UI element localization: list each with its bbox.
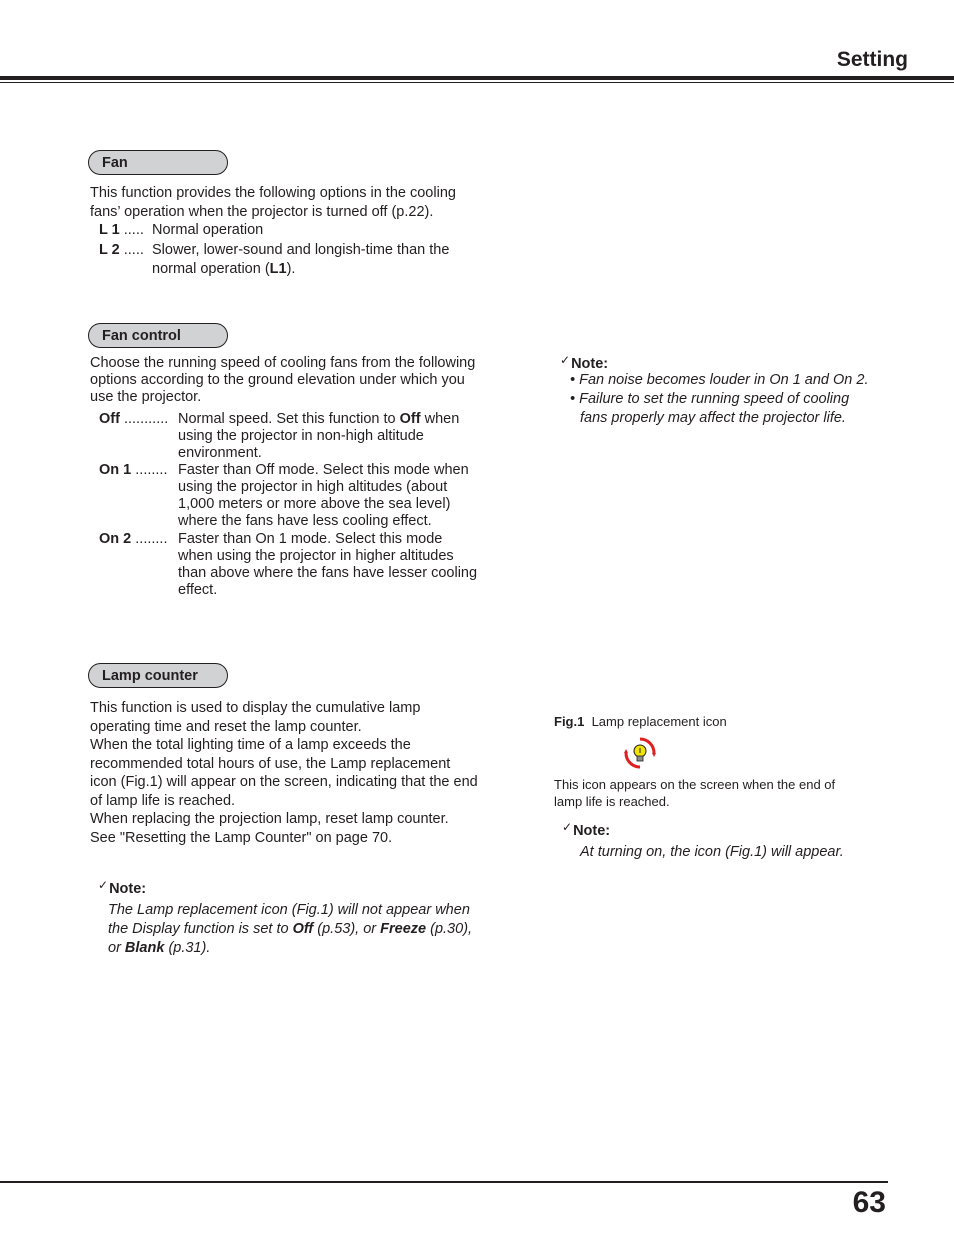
desc-line: using the projector in high altitudes (about <box>178 479 448 495</box>
figure-caption <box>554 713 727 730</box>
desc-line: Faster than Off mode. Select this mode when <box>178 462 469 478</box>
desc-text: Normal speed. Set this function to <box>178 411 400 427</box>
lamp-counter-section-label: Lamp counter <box>88 663 228 688</box>
note-line: The Lamp replacement icon (Fig.1) will not appear when <box>108 902 470 918</box>
desc-line: 1,000 meters or more above the sea level) <box>178 496 451 512</box>
leader-dots: ..... <box>119 242 144 258</box>
intro-line: options according to the ground elevation under which you <box>90 372 465 388</box>
header-rule-thick <box>0 76 954 80</box>
figure-description <box>554 776 884 810</box>
desc-line: using the projector in non-high altitude <box>178 428 424 444</box>
bulb-base <box>637 756 643 761</box>
desc-text: ). <box>286 261 296 277</box>
note-text: (p.31). <box>164 940 211 956</box>
fan-option-l1 <box>99 222 519 241</box>
body-line: See "Resetting the Lamp Counter" on page 70. <box>90 829 393 846</box>
option-term <box>99 531 168 548</box>
desc-line: Slower, lower-sound and longish-time than the <box>152 242 450 258</box>
lamp-counter-note-heading <box>98 878 147 897</box>
fan-option-l2 <box>99 241 519 279</box>
note-line <box>108 939 508 958</box>
desc-line: Faster than On 1 mode. Select this mode <box>178 531 443 547</box>
intro-line: use the projector. <box>90 389 202 405</box>
leader-dots: ........... <box>119 411 169 427</box>
fan-control-option-off <box>99 411 519 462</box>
figure-note-heading <box>562 820 611 839</box>
fan-control-intro <box>90 355 515 406</box>
footer-rule <box>0 1181 888 1183</box>
fan-option-desc <box>152 241 512 279</box>
fan-control-note-heading <box>560 353 609 372</box>
figure-label: Fig.1 <box>554 714 585 729</box>
note-bold: Blank <box>124 940 165 956</box>
desc-text: normal operation ( <box>152 261 270 277</box>
desc-line: than above where the fans have lesser cooling <box>178 565 478 581</box>
intro-line: Choose the running speed of cooling fans from the following <box>90 355 476 371</box>
leader-dots: ..... <box>119 222 144 238</box>
note-line <box>108 920 508 939</box>
note-heading-text: Note: <box>109 881 147 897</box>
lamp-replacement-icon-graphic <box>623 736 657 770</box>
desc-line: where the fans have less cooling effect. <box>178 513 432 529</box>
body-line: This function is used to display the cumulative lamp <box>90 700 421 716</box>
fan-control-note-body <box>570 371 910 428</box>
fan-option-desc: Normal operation <box>152 222 264 238</box>
option-term-label: On 1 <box>99 462 132 478</box>
desc-text: when <box>420 411 460 427</box>
note-heading-text: Note: <box>573 823 611 839</box>
note-text: or <box>108 940 125 956</box>
option-term <box>99 411 168 428</box>
option-term <box>99 462 168 479</box>
figure-description-line: This icon appears on the screen when the end of <box>554 777 836 792</box>
option-term-label: Off <box>99 411 120 427</box>
desc-bold: Off <box>399 411 421 427</box>
fan-control-section-label: Fan control <box>88 323 228 348</box>
lamp-replacement-icon <box>623 736 657 770</box>
fan-intro-line: This function provides the following options in the cooling <box>90 185 456 201</box>
fan-intro <box>90 184 510 221</box>
header-rule-thin <box>0 82 954 83</box>
fan-intro-line: fans’ operation when the projector is turned off (p.22). <box>90 203 434 220</box>
lamp-counter-note-body <box>108 901 508 958</box>
body-line: icon (Fig.1) will appear on the screen, indicating that the end <box>90 774 478 790</box>
figure-caption-text: Lamp replacement icon <box>591 714 727 729</box>
checkmark-icon: ✓ <box>560 353 571 367</box>
desc-line: environment. <box>178 445 262 461</box>
fan-section-label: Fan <box>88 150 228 175</box>
body-line: operating time and reset the lamp counter. <box>90 718 362 735</box>
body-line: of lamp life is reached. <box>90 792 236 809</box>
note-bold: Freeze <box>380 921 427 937</box>
body-line: When replacing the projection lamp, reset lamp counter. <box>90 811 449 827</box>
checkmark-icon: ✓ <box>562 820 573 834</box>
note-bullet: • Fan noise becomes louder in On 1 and On 2. <box>570 372 869 388</box>
desc-line: when using the projector in higher altitudes <box>178 548 454 564</box>
lamp-counter-body <box>90 699 515 847</box>
fan-option-term <box>99 241 144 260</box>
note-bold: Off <box>292 921 314 937</box>
option-desc <box>178 411 513 462</box>
option-term-label: L 2 <box>99 242 120 258</box>
option-term-label: L 1 <box>99 222 120 238</box>
note-bullet-continued: fans properly may affect the projector life. <box>580 410 846 426</box>
note-text: (p.30), <box>426 921 473 937</box>
body-line: recommended total hours of use, the Lamp replacement <box>90 755 451 772</box>
fan-option-term <box>99 222 144 239</box>
option-desc <box>178 531 513 599</box>
leader-dots: ........ <box>131 531 168 547</box>
note-text: the Display function is set to <box>108 921 293 937</box>
arrow-head <box>624 749 628 753</box>
leader-dots: ........ <box>131 462 168 478</box>
note-heading-text: Note: <box>571 356 609 372</box>
fan-control-option-on1 <box>99 462 519 530</box>
figure-note-text: At turning on, the icon (Fig.1) will appear. <box>580 844 844 860</box>
page-number: 63 <box>852 1186 886 1219</box>
note-text: (p.53), or <box>313 921 381 937</box>
desc-bold: L1 <box>269 261 287 277</box>
body-line: When the total lighting time of a lamp exceeds the <box>90 737 411 753</box>
figure-description-line: lamp life is reached. <box>554 794 670 809</box>
option-term-label: On 2 <box>99 531 132 547</box>
page-section-title: Setting <box>836 48 908 71</box>
checkmark-icon: ✓ <box>98 878 109 892</box>
note-bullet: • Failure to set the running speed of cooling <box>570 391 850 407</box>
fan-control-option-on2 <box>99 531 519 599</box>
desc-line: effect. <box>178 582 218 598</box>
arrow-head <box>652 753 656 757</box>
option-desc <box>178 462 513 530</box>
